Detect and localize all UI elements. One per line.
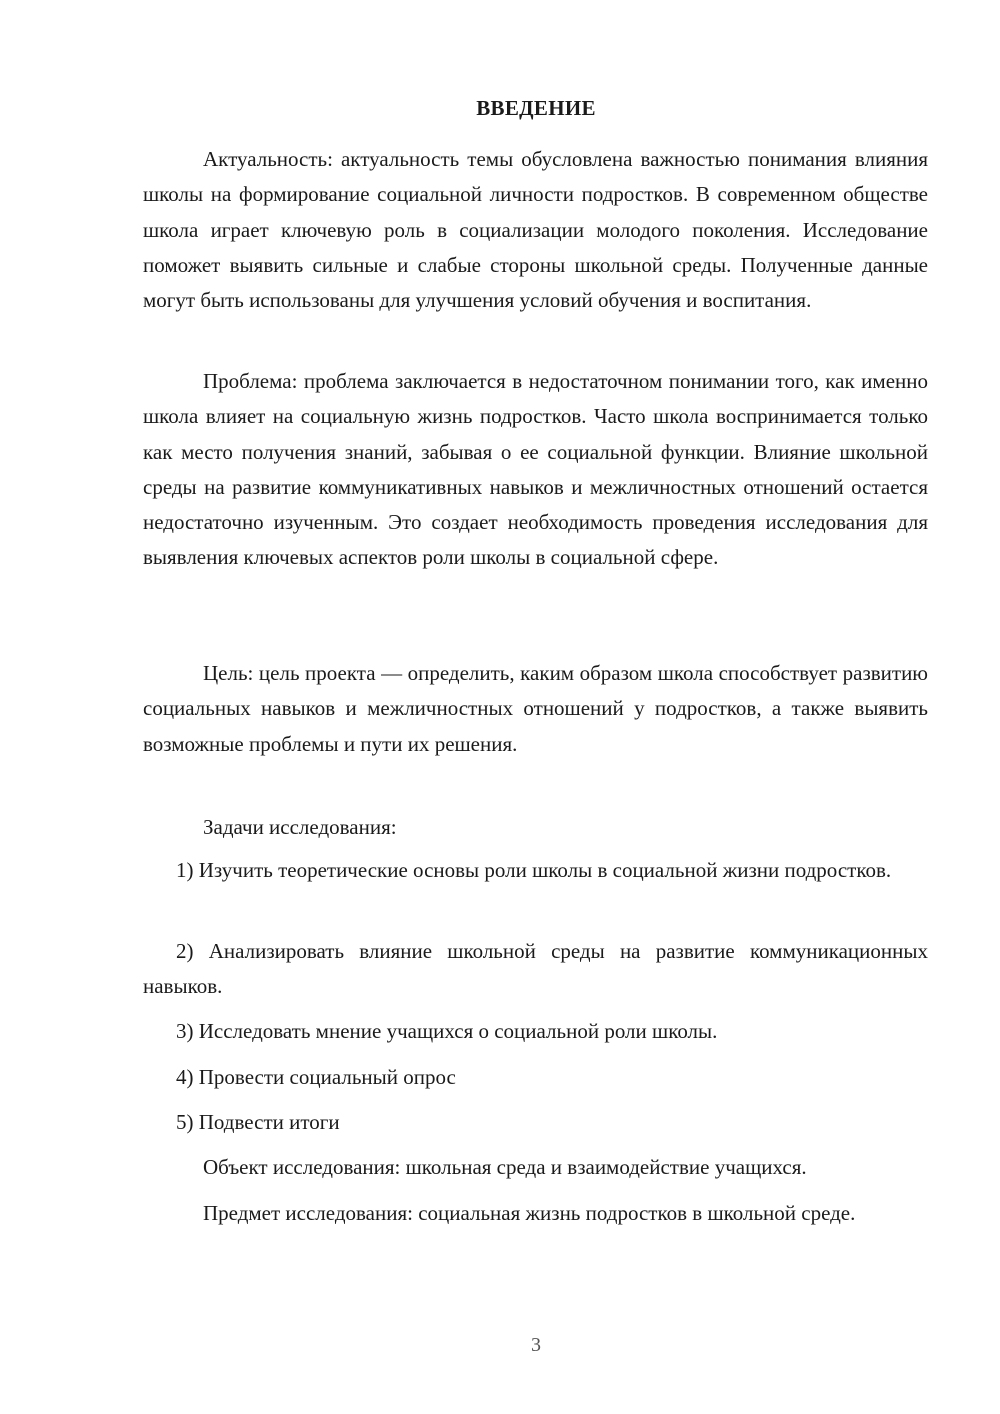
task-item-4: 4) Провести социальный опрос	[176, 1065, 456, 1089]
task-item-2: 2) Анализировать влияние школьной среды на развитие коммуникационных навыков.	[143, 939, 928, 999]
paragraph-object: Объект исследования: школьная среда и взаимодействие учащихся.	[203, 1155, 807, 1179]
tasks-title: Задачи исследования:	[203, 815, 397, 839]
paragraph-problem: Проблема: проблема заключается в недостаточном понимании того, как именно школа влияет на социальную жизнь подростков. Часто школа воспринимается только как место получения знаний, забывая о ее социальной функции. Влияние школьной среды на развитие коммуникативных навыков и межличностных отношений остается недостаточно изученным. Это создает необходимость проведения исследования для выявления ключевых аспектов роли школы в социальной сфере.	[143, 369, 928, 570]
paragraph-goal: Цель: цель проекта — определить, каким образом школа способствует развитию социальных навыков и межличностных отношений у подростков, а также выявить возможные проблемы и пути их решения.	[143, 661, 928, 756]
task-item-1: 1) Изучить теоретические основы роли школы в социальной жизни подростков.	[176, 858, 892, 882]
task-item-3: 3) Исследовать мнение учащихся о социальной роли школы.	[176, 1019, 718, 1043]
paragraph-subject: Предмет исследования: социальная жизнь подростков в школьной среде.	[203, 1201, 856, 1225]
task-item-5: 5) Подвести итоги	[176, 1110, 340, 1134]
page-number: 3	[531, 1334, 541, 1356]
section-heading: ВВЕДЕНИЕ	[476, 96, 596, 120]
paragraph-relevance: Актуальность: актуальность темы обусловлена важностью понимания влияния школы на формирование социальной личности подростков. В современном обществе школа играет ключевую роль в социализации молодого поколения. Исследование поможет выявить сильные и слабые стороны школьной среды. Полученные данные могут быть использованы для улучшения условий обучения и воспитания.	[143, 147, 928, 313]
